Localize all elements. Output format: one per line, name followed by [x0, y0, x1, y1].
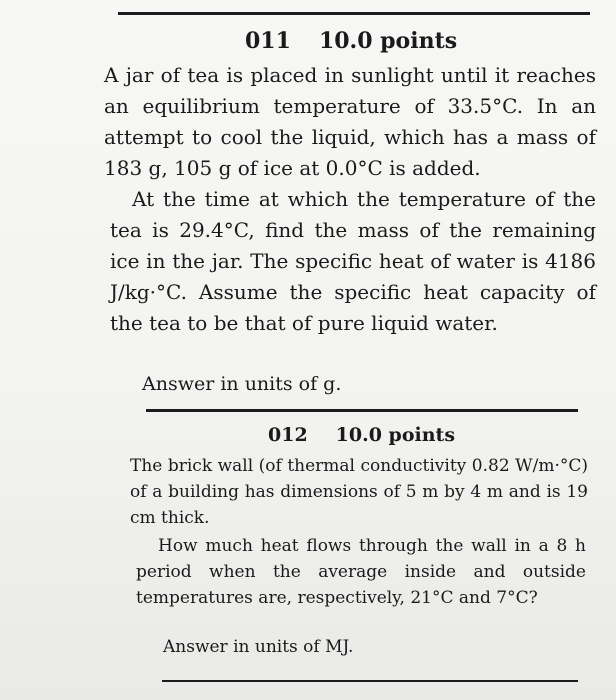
problem-points: 10.0 points: [335, 424, 456, 446]
problem-012-question: How much heat flows through the wall in a 8 h period when the average inside and outside temperatures are, respectively, 21°C and 7°C?: [136, 536, 586, 608]
top-divider: [118, 12, 590, 15]
problem-number: 011: [245, 28, 291, 54]
problem-011-answer-units: Answer in units of g.: [142, 373, 342, 395]
problem-012-header: [268, 424, 455, 446]
middle-divider: [146, 409, 578, 412]
problem-number: 012: [268, 424, 308, 446]
problem-012-answer-units: Answer in units of MJ.: [163, 637, 354, 657]
problem-012-text: The brick wall (of thermal conductivity 0.82 W/m·°C) of a building has dimensions of 5 m by 4 m and is 19 cm thick.: [130, 456, 588, 528]
problem-011-question: At the time at which the temperature of the tea is 29.4°C, find the mass of the remaining ice in the jar. The specific heat of water is 4186 J/kg·°C. Assume the specific heat capacity of the tea to be that of pure liquid water.: [110, 187, 596, 335]
problem-011-header: [245, 28, 457, 54]
bottom-divider: [162, 680, 578, 682]
problem-011-text: A jar of tea is placed in sunlight until it reaches an equilibrium temperature of 33.5°C. In an attempt to cool the liquid, which has a mass of 183 g, 105 g of ice at 0.0°C is added.: [104, 63, 596, 180]
problem-points: 10.0 points: [318, 28, 458, 54]
